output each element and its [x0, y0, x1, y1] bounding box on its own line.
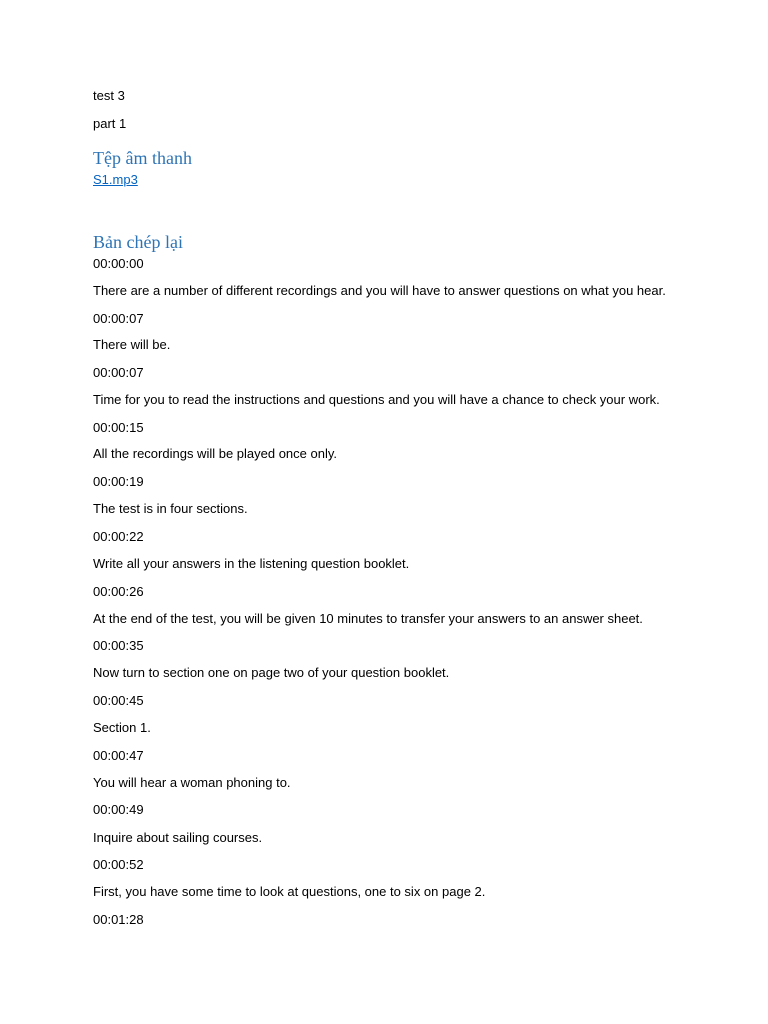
part-label: part 1 [93, 116, 127, 131]
timestamp: 00:00:26 [93, 584, 144, 599]
transcript-line: The test is in four sections. [93, 501, 248, 516]
timestamp: 00:00:07 [93, 365, 144, 380]
timestamp: 00:00:07 [93, 311, 144, 326]
audio-file-link[interactable]: S1.mp3 [93, 172, 138, 187]
transcript-line: Write all your answers in the listening question booklet. [93, 556, 410, 571]
timestamp: 00:00:00 [93, 256, 144, 271]
timestamp: 00:00:49 [93, 802, 144, 817]
timestamp: 00:00:45 [93, 693, 144, 708]
transcript-line: Time for you to read the instructions and questions and you will have a chance to check your work. [93, 392, 660, 407]
transcript-heading: Bản chép lại [93, 232, 183, 252]
timestamp: 00:01:28 [93, 912, 144, 927]
timestamp: 00:00:47 [93, 748, 144, 763]
transcript-line: You will hear a woman phoning to. [93, 775, 291, 790]
audio-file-heading: Tệp âm thanh [93, 148, 192, 168]
timestamp: 00:00:19 [93, 474, 144, 489]
transcript-line: At the end of the test, you will be given 10 minutes to transfer your answers to an answer sheet. [93, 611, 643, 626]
transcript-line: First, you have some time to look at questions, one to six on page 2. [93, 884, 486, 899]
timestamp: 00:00:52 [93, 857, 144, 872]
timestamp: 00:00:35 [93, 638, 144, 653]
transcript-line: Now turn to section one on page two of your question booklet. [93, 665, 450, 680]
transcript-line: Section 1. [93, 720, 151, 735]
timestamp: 00:00:22 [93, 529, 144, 544]
document-title: test 3 [93, 88, 125, 103]
transcript-line: All the recordings will be played once only. [93, 446, 338, 461]
transcript-line: Inquire about sailing courses. [93, 830, 263, 845]
timestamp: 00:00:15 [93, 420, 144, 435]
transcript-line: There will be. [93, 337, 171, 352]
transcript-line: There are a number of different recordings and you will have to answer questions on what you hear. [93, 283, 666, 298]
